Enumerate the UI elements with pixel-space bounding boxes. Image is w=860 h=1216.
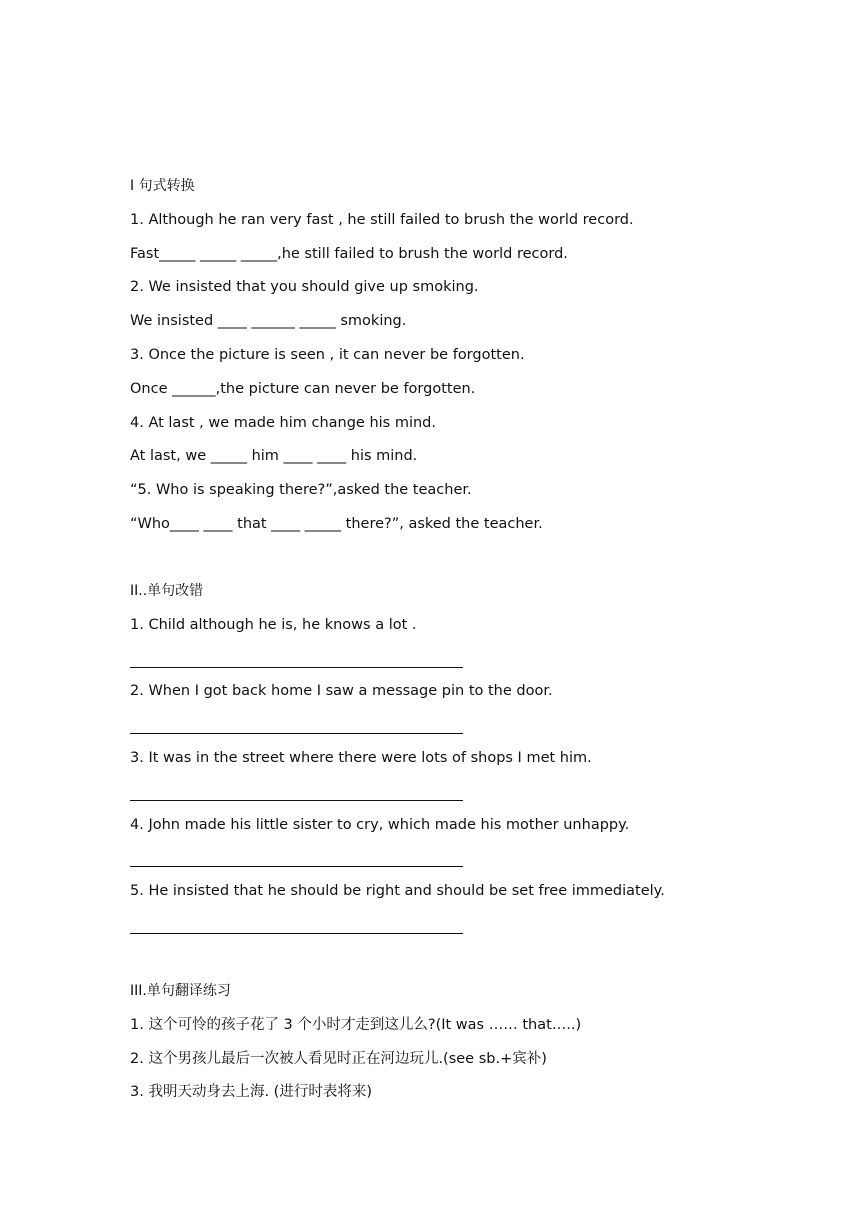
s1-item-1-rewrite: Fast_____ _____ _____,he still failed to brush the world record. bbox=[130, 245, 568, 262]
s1-item-4-original: 4. At last , we made him change his mind. bbox=[130, 414, 436, 431]
s2-item-1: 1. Child although he is, he knows a lot . bbox=[130, 616, 417, 633]
s3-item-2: 2. 这个男孩儿最后一次被人看见时正在河边玩儿.(see sb.+宾补) bbox=[130, 1050, 547, 1067]
s1-item-4-rewrite: At last, we _____ him ____ ____ his mind. bbox=[130, 448, 418, 465]
s1-item-3-original: 3. Once the picture is seen , it can never be forgotten. bbox=[130, 346, 525, 363]
s1-item-2-original: 2. We insisted that you should give up smoking. bbox=[130, 279, 479, 296]
s2-answer-line-1 bbox=[130, 649, 463, 668]
s1-item-2-rewrite: We insisted ____ ______ _____ smoking. bbox=[130, 313, 407, 330]
s2-item-2: 2. When I got back home I saw a message pin to the door. bbox=[130, 683, 553, 700]
section-1-title: I 句式转换 bbox=[130, 178, 195, 194]
s2-item-5: 5. He insisted that he should be right and should be set free immediately. bbox=[130, 883, 665, 900]
s2-item-4: 4. John made his little sister to cry, which made his mother unhappy. bbox=[130, 816, 630, 833]
section-3-title: III.单句翻译练习 bbox=[130, 982, 231, 999]
s1-item-1-original: 1. Although he ran very fast , he still failed to brush the world record. bbox=[130, 211, 634, 228]
s3-item-3: 3. 我明天动身去上海. (进行时表将来) bbox=[130, 1084, 372, 1101]
s1-item-5-rewrite: “Who____ ____ that ____ _____ there?”, asked the teacher. bbox=[130, 515, 543, 532]
s2-answer-line-3 bbox=[130, 782, 463, 801]
s2-answer-line-5 bbox=[130, 915, 463, 934]
s1-item-3-rewrite: Once ______,the picture can never be forgotten. bbox=[130, 380, 476, 397]
s2-answer-line-2 bbox=[130, 715, 463, 734]
section-2-title: II..单句改错 bbox=[130, 582, 204, 599]
worksheet bbox=[130, 176, 810, 1102]
s2-item-3: 3. It was in the street where there were lots of shops I met him. bbox=[130, 749, 592, 766]
s2-answer-line-4 bbox=[130, 848, 463, 867]
s3-item-1: 1. 这个可怜的孩子花了 3 个小时才走到这儿么?(It was …… that…..) bbox=[130, 1016, 582, 1033]
s1-item-5-original: “5. Who is speaking there?”,asked the teacher. bbox=[130, 482, 472, 499]
